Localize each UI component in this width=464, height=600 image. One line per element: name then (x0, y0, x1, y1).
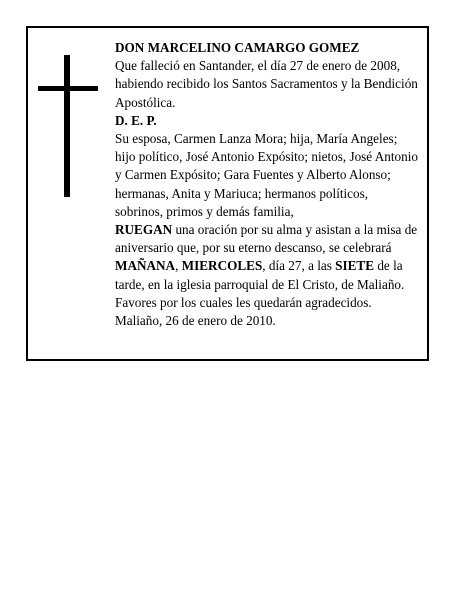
thanks-line: Favores por los cuales les quedarán agradecidos. (115, 294, 372, 310)
request-text-1: una oración por su alma y asistan a la misa de aniversario que, por su eterno descanso, se celebrará (115, 222, 418, 256)
cross-vertical-bar (64, 55, 70, 197)
manana-label: MAÑANA (115, 258, 176, 274)
date-line: Maliaño, 26 de enero de 2010. (115, 313, 276, 329)
miercoles-label: MIERCOLES (181, 258, 263, 274)
siete-label: SIETE (335, 258, 375, 274)
cross-icon (38, 55, 98, 197)
request-text-3: de la tarde, en la iglesia parroquial de El Cristo, de Maliaño. (115, 258, 405, 292)
family-list: Su esposa, Carmen Lanza Mora; hija, María Angeles; hijo político, José Antonio Expósito; nietos, José Antonio y Carmen Expósito; Gara Fuentes y Alberto Alonso; hermanas, Anita y Mariuca; hermanos políticos, sobrinos, primos y demás familia, (115, 131, 418, 219)
request-text-2: , día 27, a las (262, 258, 336, 274)
obituary-notice (26, 26, 429, 361)
cross-horizontal-bar (38, 86, 98, 91)
deceased-name: DON MARCELINO CAMARGO GOMEZ (115, 40, 360, 55)
request-comma: , (175, 258, 182, 274)
ruegan-label: RUEGAN (115, 222, 173, 238)
mass-request (115, 221, 418, 294)
death-info: Que falleció en Santander, el día 27 de enero de 2008, habiendo recibido los Santos Sacramentos y la Bendición Apostólica. (115, 58, 418, 110)
notice-text (115, 39, 418, 330)
rest-in-peace: D. E. P. (115, 112, 157, 128)
